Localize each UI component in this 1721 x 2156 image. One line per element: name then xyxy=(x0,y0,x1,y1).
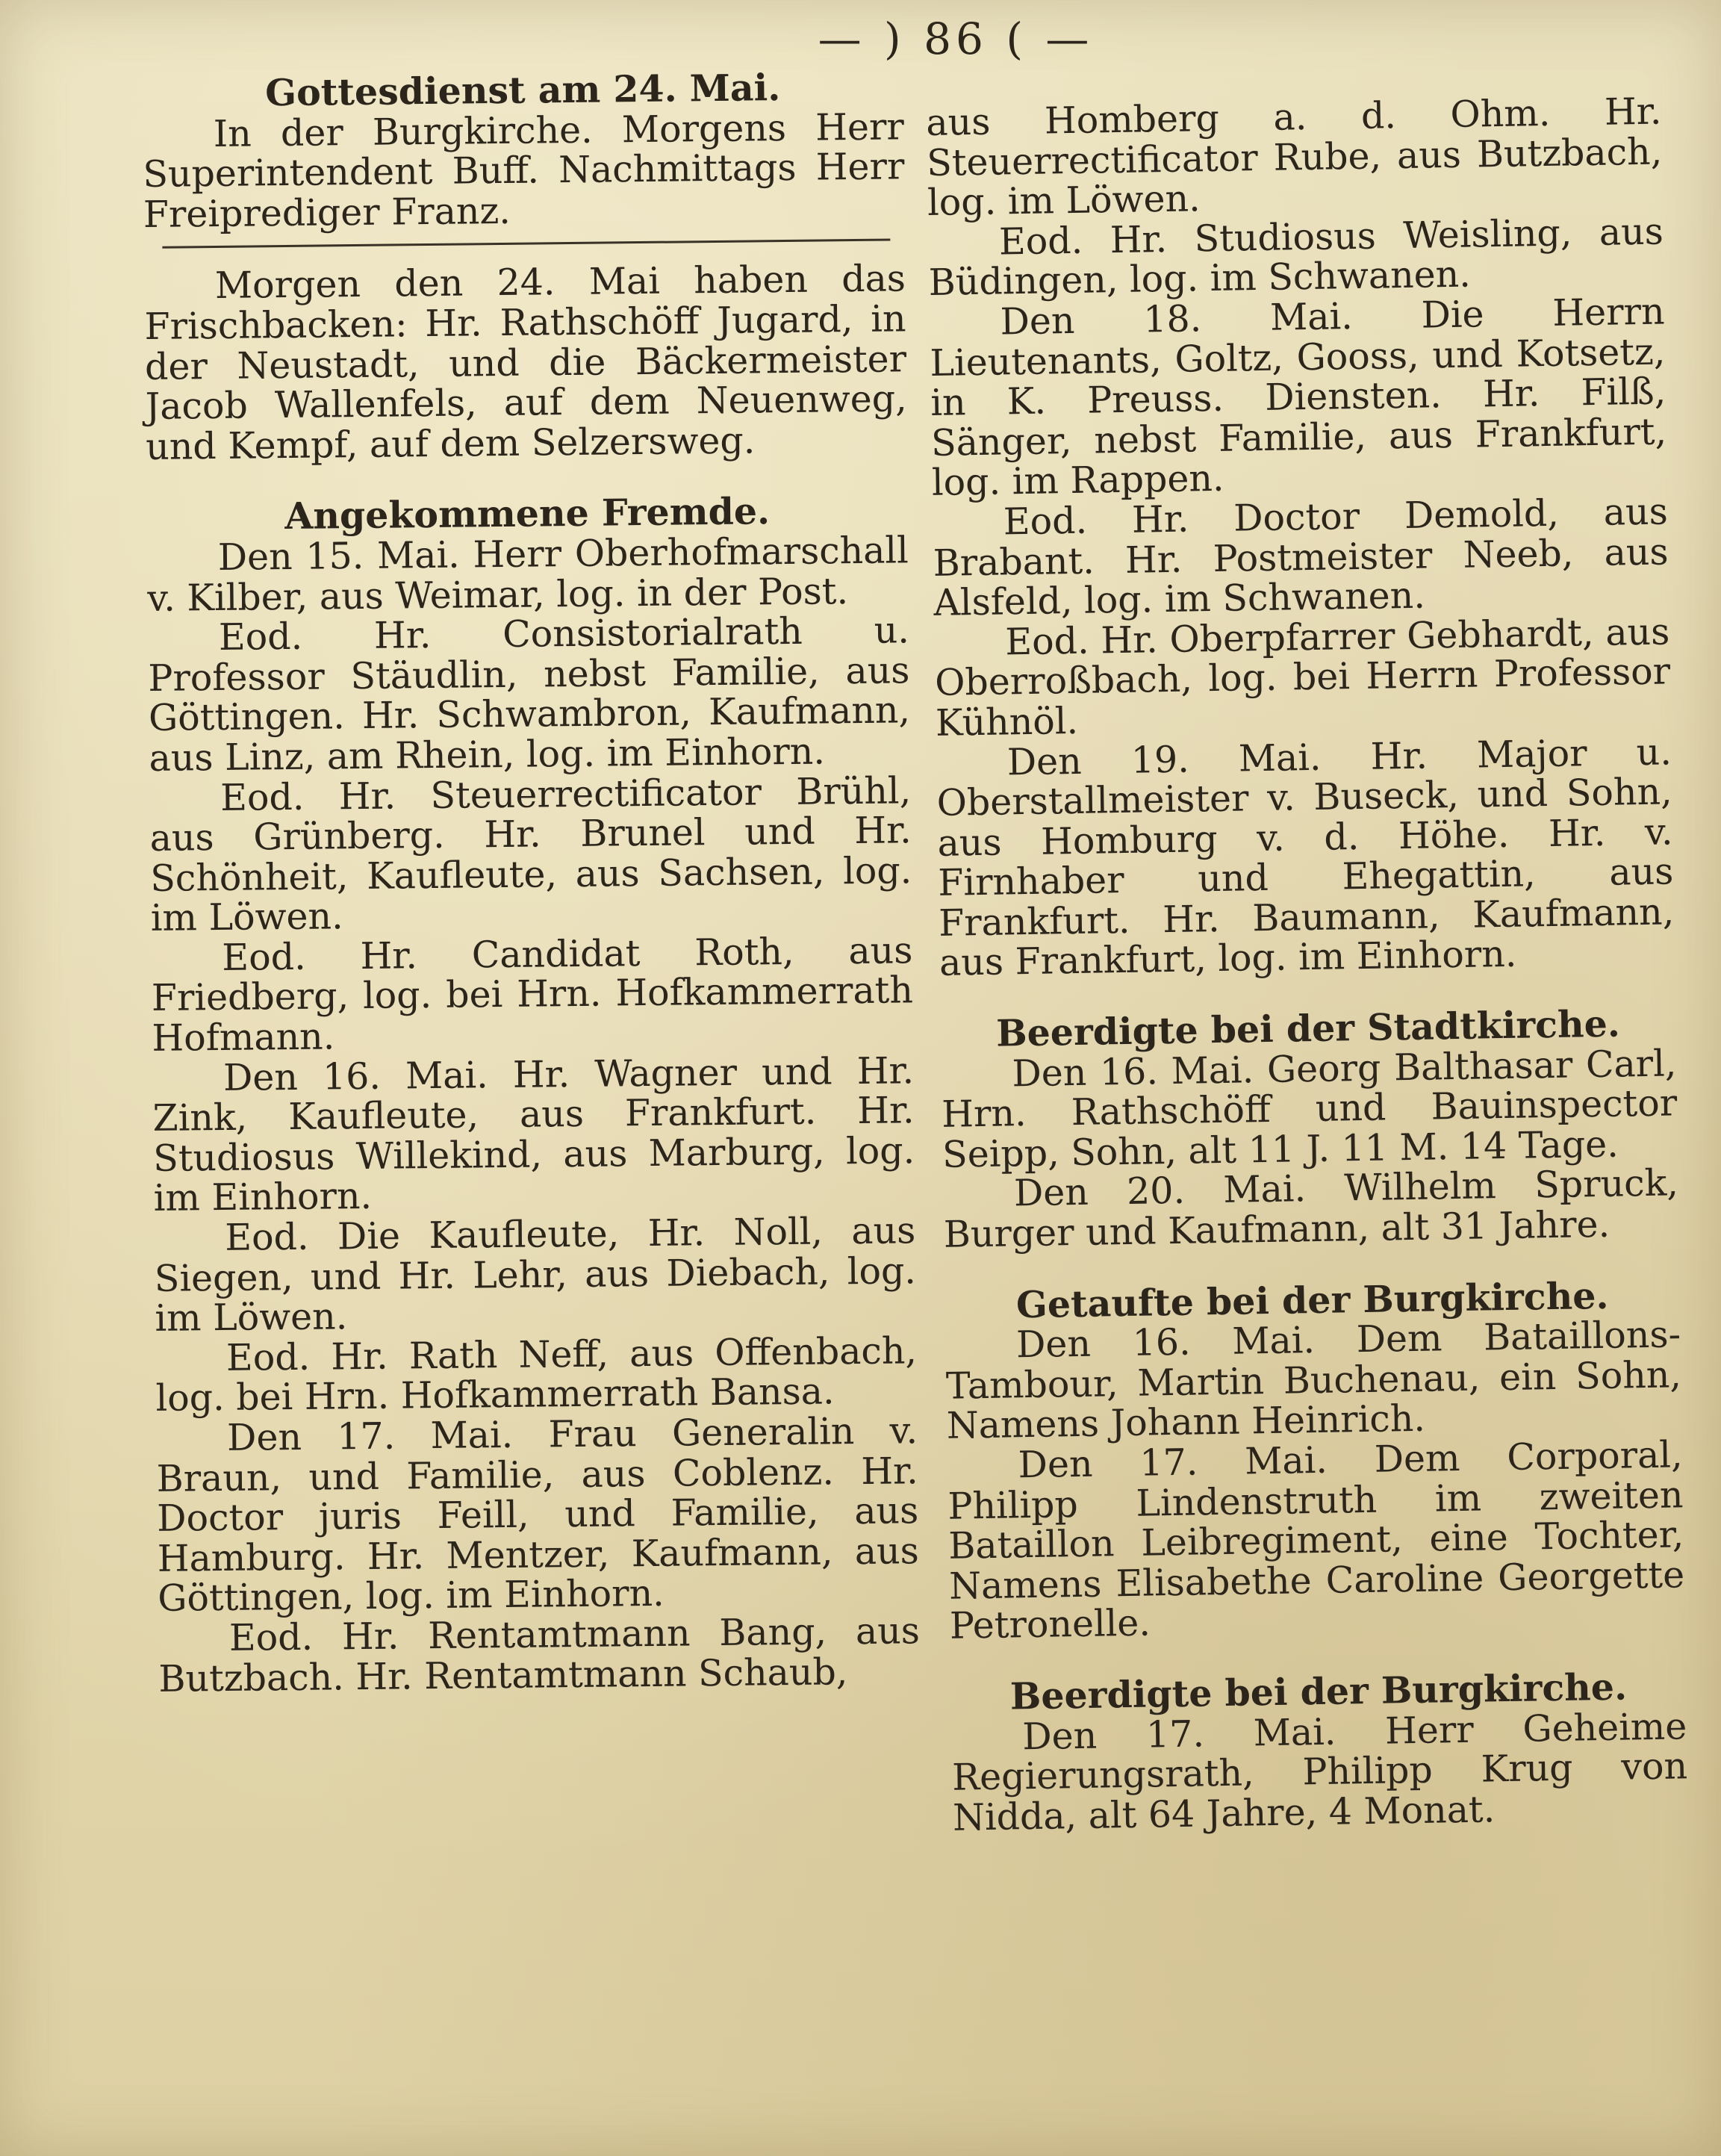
arrival-entry-continued: aus Homberg a. d. Ohm. Hr. Steuerrectificator Rube, aus Butzbach, log. im Löwen. xyxy=(925,90,1663,225)
arrivals-heading: Angekommene Fremde. xyxy=(284,489,771,538)
left-column xyxy=(142,66,922,1874)
burials-burgkirche-heading: Beerdigte bei der Burgkirche. xyxy=(1009,1665,1628,1718)
burial-entry: Den 17. Mai. Herr Geheime Regierungsrath, Philipp Krug von Nidda, alt 64 Jahre, 4 Monat. xyxy=(951,1704,1688,1839)
service-text: In der Burgkirche. Morgens Herr Superintendent Buff. Nachmittags Herr Freiprediger Franz. xyxy=(143,105,905,236)
baptism-entry: Den 17. Mai. Dem Corporal, Philipp Lindenstruth im zweiten Bataillon Leibregiment, eine Tochter, Namens Elisabethe Caroline Georgette Petronelle. xyxy=(947,1433,1685,1648)
arrival-entry: Eod. Hr. Studiosus Weisling, aus Büdingen, log. im Schwanen. xyxy=(928,210,1664,305)
arrival-entry: Den 18. Mai. Die Herrn Lieutenants, Goltz, Gooss, und Kotsetz, in K. Preuss. Diensten. Hr. Filß, Sänger, nebst Familie, aus Frankfurt, log. im Rappen. xyxy=(930,290,1667,505)
arrival-entry: Eod. Hr. Doctor Demold, aus Brabant. Hr. Postmeister Neeb, aus Alsfeld, log. im Schwanen. xyxy=(933,490,1669,625)
right-column xyxy=(926,92,1691,2000)
arrival-entry: Eod. Die Kaufleute, Hr. Noll, aus Siegen, und Hr. Lehr, aus Diebach, log. im Löwen. xyxy=(154,1209,917,1340)
burials-stadtkirche-heading: Beerdigte bei der Stadtkirche. xyxy=(995,1001,1621,1055)
arrival-entry: Den 19. Mai. Hr. Major u. Oberstallmeister v. Buseck, und Sohn, aus Homburg v. d. Höhe. Hr. v. Firnhaber und Ehegattin, aus Frankfurt. Hr. Baumann, Kaufmann, aus Frankfurt, log. im Einhorn. xyxy=(936,730,1675,985)
page-number: — ) 86 ( — xyxy=(818,13,1094,64)
arrival-entry: Eod. Hr. Steuerrectificator Brühl, aus Grünberg. Hr. Brunel und Hr. Schönheit, Kaufleute, aus Sachsen, log. im Löwen. xyxy=(149,768,912,940)
arrival-entry: Den 15. Mai. Herr Oberhofmarschall v. Kilber, aus Weimar, log. in der Post. xyxy=(147,529,909,620)
arrival-entry: Eod. Hr. Oberpfarrer Gebhardt, aus Oberroßbach, log. bei Herrn Professor Kühnöl. xyxy=(934,610,1671,745)
bakers-notice: Morgen den 24. Mai haben das Frischbacken: Hr. Rathschöff Jugard, in der Neustadt, und die Bäckermeister Jacob Wallenfels, auf dem Neuenweg, und Kempf, auf dem Selzersweg. xyxy=(144,257,907,468)
arrival-entry: Eod. Hr. Rentamtmann Bang, aus Butzbach. Hr. Rentamtmann Schaub, xyxy=(158,1609,921,1700)
arrival-entry: Eod. Hr. Rath Neff, aus Offenbach, log. bei Hrn. Hofkammerrath Bansa. xyxy=(155,1329,918,1420)
baptisms-heading: Getaufte bei der Burgkirche. xyxy=(1015,1273,1609,1326)
service-heading: Gottesdienst am 24. Mai. xyxy=(264,66,781,115)
burial-entry: Den 20. Mai. Wilhelm Spruck, Burger und Kaufmann, alt 31 Jahre. xyxy=(943,1161,1679,1256)
burial-entry: Den 16. Mai. Georg Balthasar Carl, Hrn. Rathschöff und Bauinspector Seipp, Sohn, alt 11 J. 11 M. 14 Tage. xyxy=(941,1042,1678,1176)
arrival-entry: Den 17. Mai. Frau Generalin v. Braun, und Familie, aus Coblenz. Hr. Doctor juris Feill, und Familie, aus Hamburg. Hr. Mentzer, Kaufmann, aus Göttingen, log. im Einhorn. xyxy=(156,1409,920,1621)
section-divider xyxy=(162,239,890,249)
arrival-entry: Den 16. Mai. Hr. Wagner und Hr. Zink, Kaufleute, aus Frankfurt. Hr. Studiosus Willekind, aus Marburg, log. im Einhorn. xyxy=(152,1049,915,1220)
arrival-entry: Eod. Hr. Consistorialrath u. Professor Stäudlin, nebst Familie, aus Göttingen. Hr. Schwambron, Kaufmann, aus Linz, am Rhein, log. im Einhorn. xyxy=(148,609,911,780)
baptism-entry: Den 16. Mai. Dem Bataillons-Tambour, Martin Buchenau, ein Sohn, Namens Johann Heinrich. xyxy=(945,1313,1682,1448)
arrival-entry: Eod. Hr. Candidat Roth, aus Friedberg, log. bei Hrn. Hofkammerrath Hofmann. xyxy=(151,929,914,1060)
